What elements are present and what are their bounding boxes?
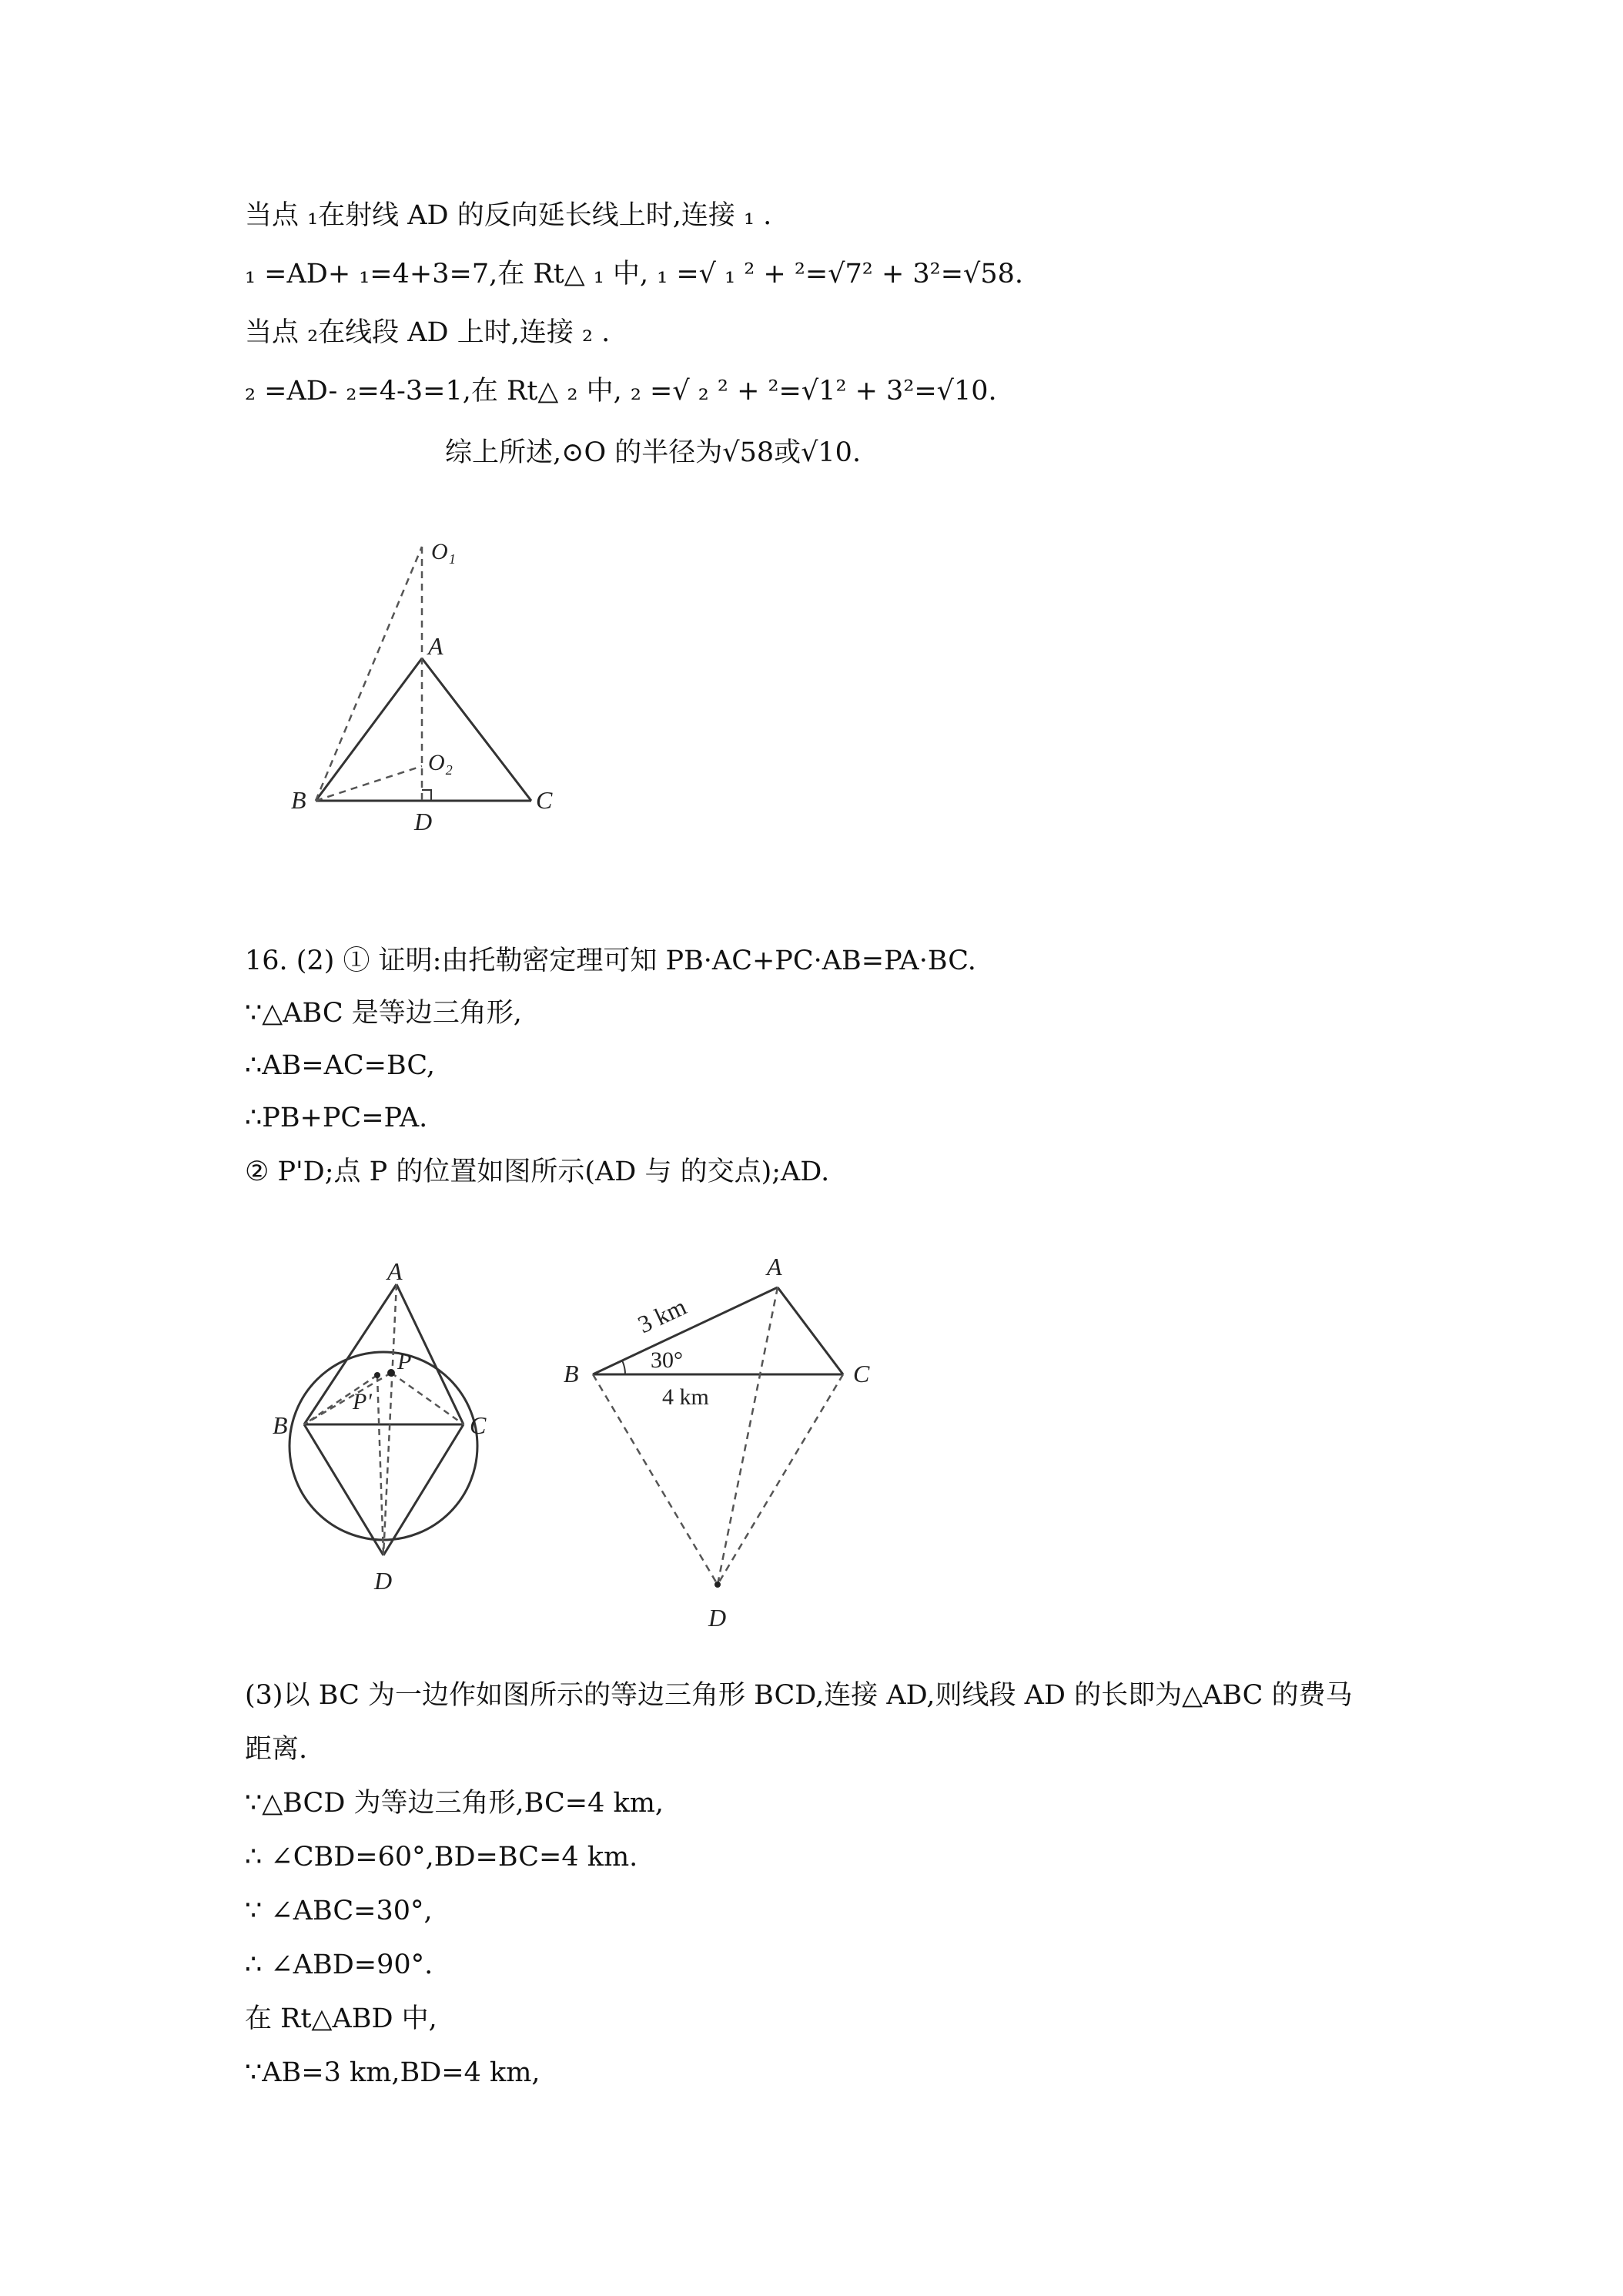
label-b: B — [564, 1360, 579, 1387]
segment-ab — [304, 1284, 397, 1424]
segment-b-o1 — [316, 547, 422, 801]
label-a: A — [767, 1253, 782, 1280]
text-line: ∴PB+PC=PA. — [245, 1103, 428, 1133]
text-line: ∵AB=3 km,BD=4 km, — [245, 2057, 540, 2088]
point-p-prime — [374, 1372, 380, 1378]
label-c: C — [853, 1360, 870, 1387]
text-line: ∵△ABC 是等边三角形, — [245, 998, 522, 1029]
text-line: 16. (2) ① 证明:由托勒密定理可知 PB·AC+PC·AB=PA·BC. — [245, 946, 976, 976]
text-line: 在 Rt△ABD 中, — [245, 2003, 437, 2034]
text-line: ₁ =AD+ ₁=4+3=7,在 Rt△ ₁ 中, ₁ =√ ₁ ² + ²=√7² + 3²=√58. — [245, 259, 1024, 290]
segment-ab — [593, 1287, 778, 1374]
text-line: ② P'D;点 P 的位置如图所示(AD 与 的交点);AD. — [245, 1156, 830, 1187]
label-d: D — [374, 1567, 393, 1595]
segment-ad — [718, 1287, 778, 1585]
angle-arc — [622, 1361, 625, 1374]
label-d: D — [414, 808, 433, 835]
text-line: 当点 ₁在射线 AD 的反向延长线上时,连接 ₁ . — [245, 200, 772, 231]
text-line: ∴ ∠ABD=90°. — [245, 1950, 433, 1980]
segment-cd — [718, 1374, 843, 1585]
label-o2: O₂ — [428, 750, 453, 775]
segment-ppd — [377, 1375, 383, 1555]
label-bc-length: 4 km — [662, 1384, 709, 1410]
label-ab-length: 3 km — [633, 1292, 691, 1339]
point-p — [387, 1369, 395, 1377]
figure-circle-fermat-point — [262, 1263, 524, 1617]
label-angle: 30° — [651, 1347, 683, 1373]
figure-triangle-circumcenters — [285, 531, 577, 839]
label-b: B — [291, 786, 306, 814]
text-line: ∵△BCD 为等边三角形,BC=4 km, — [245, 1788, 664, 1819]
segment-b-o2 — [316, 766, 422, 801]
right-angle-mark — [422, 790, 431, 801]
label-b: B — [273, 1411, 288, 1439]
text-line: (3)以 BC 为一边作如图所示的等边三角形 BCD,连接 AD,则线段 AD 的长即为△ABC 的费马 — [245, 1680, 1353, 1711]
text-line: 综上所述,⊙O 的半径为√58或√10. — [445, 437, 862, 468]
label-a: A — [428, 632, 443, 660]
label-c: C — [536, 786, 553, 814]
segment-bd — [304, 1424, 383, 1555]
segment-ac — [778, 1287, 843, 1374]
label-d: D — [708, 1604, 727, 1632]
segment-pc — [391, 1373, 463, 1424]
label-p: P — [397, 1349, 412, 1374]
text-line: ∵ ∠ABC=30°, — [245, 1896, 433, 1926]
text-line: 距离. — [245, 1734, 308, 1765]
label-a: A — [387, 1263, 403, 1285]
label-p-prime: P' — [353, 1389, 372, 1414]
text-line: ₂ =AD- ₂=4-3=1,在 Rt△ ₂ 中, ₂ =√ ₂ ² + ²=√1² + 3²=√10. — [245, 376, 997, 407]
segment-ad — [383, 1284, 397, 1555]
point-d — [714, 1581, 721, 1588]
segment-ac — [422, 658, 531, 801]
text-line: 当点 ₂在线段 AD 上时,连接 ₂ . — [245, 317, 611, 348]
label-o1: O₁ — [431, 539, 457, 564]
segment-ab — [316, 658, 422, 801]
text-line: ∴ ∠CBD=60°,BD=BC=4 km. — [245, 1842, 638, 1873]
segment-cd — [383, 1424, 463, 1555]
figure-fermat-construction — [554, 1240, 909, 1648]
text-line: ∴AB=AC=BC, — [245, 1050, 435, 1081]
label-c: C — [470, 1411, 487, 1439]
